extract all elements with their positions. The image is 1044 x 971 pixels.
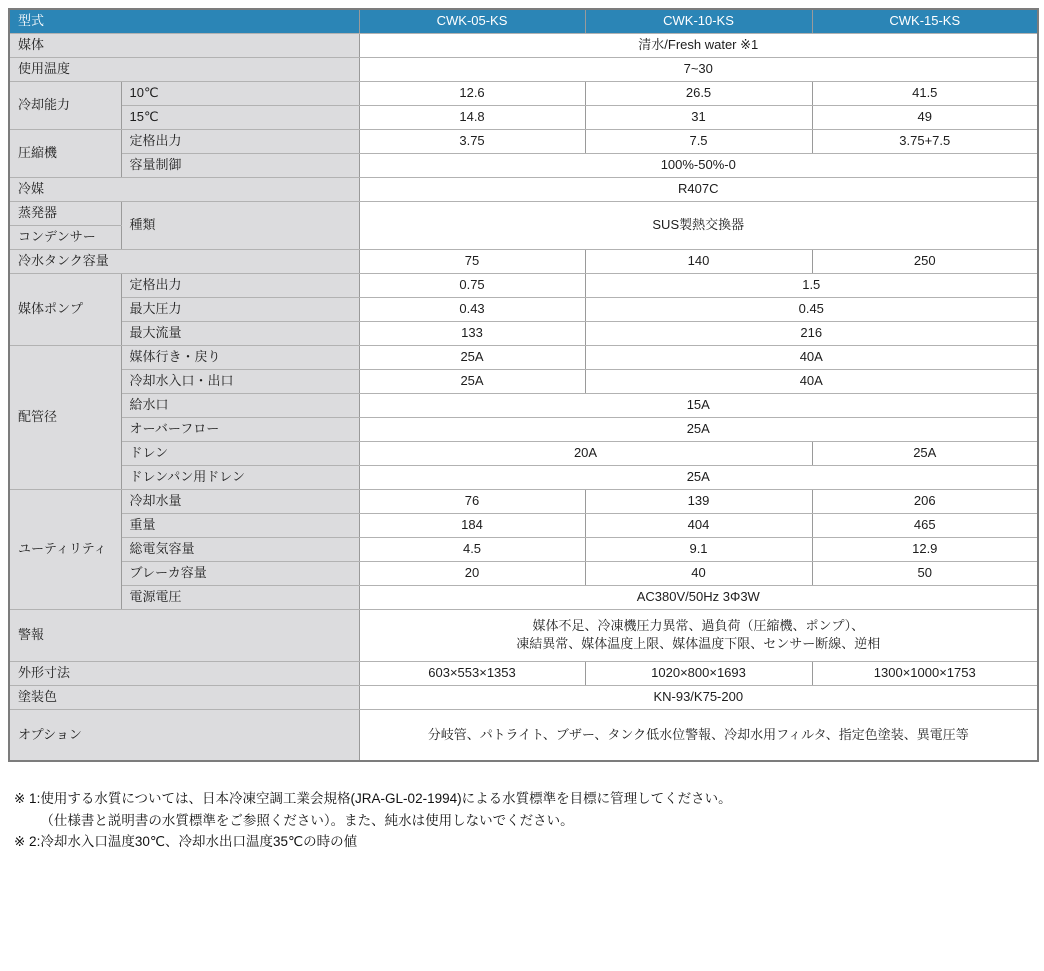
column-header-cwk-10-ks: CWK-10-KS (585, 9, 812, 33)
spec-value-cell: 40A (585, 369, 1038, 393)
spec-value-cell: 49 (812, 105, 1038, 129)
table-row (9, 177, 1038, 201)
spec-value-cell: 1.5 (585, 273, 1038, 297)
table-row (9, 661, 1038, 685)
spec-value-cell: 7~30 (359, 57, 1038, 81)
spec-value-cell: 25A (359, 345, 585, 369)
table-row (9, 153, 1038, 177)
footnotes (8, 788, 1037, 853)
spec-value-cell: 15A (359, 393, 1038, 417)
spec-value-cell: 0.75 (359, 273, 585, 297)
spec-value-cell: 3.75 (359, 129, 585, 153)
spec-sublabel-cell: 容量制御 (121, 153, 359, 177)
table-row (9, 33, 1038, 57)
spec-value-cell: 25A (359, 417, 1038, 441)
spec-value-cell: 1300×1000×1753 (812, 661, 1038, 685)
spec-sublabel-cell: 最大流量 (121, 321, 359, 345)
spec-value-cell: 20A (359, 441, 812, 465)
table-row (9, 345, 1038, 369)
spec-label-cell: 圧縮機 (9, 129, 121, 177)
spec-label-cell: 配管径 (9, 345, 121, 489)
spec-value-cell: 139 (585, 489, 812, 513)
column-header-model-label: 型式 (9, 9, 359, 33)
spec-label-cell: 冷媒 (9, 177, 359, 201)
footnote-text (40, 788, 1037, 831)
spec-label-cell: 蒸発器 (9, 201, 121, 225)
spec-value-cell: 76 (359, 489, 585, 513)
table-row (9, 369, 1038, 393)
spec-value-cell: 50 (812, 561, 1038, 585)
spec-value-cell: 4.5 (359, 537, 585, 561)
spec-value-cell: 31 (585, 105, 812, 129)
table-row (9, 9, 1038, 33)
spec-value-cell: 3.75+7.5 (812, 129, 1038, 153)
spec-label-cell: 警報 (9, 609, 359, 661)
spec-label-cell: 冷水タンク容量 (9, 249, 359, 273)
spec-label-cell: 媒体 (9, 33, 359, 57)
spec-value-cell: KN-93/K75-200 (359, 685, 1038, 709)
spec-value-cell: 14.8 (359, 105, 585, 129)
spec-value-cell: 465 (812, 513, 1038, 537)
spec-value-cell: 216 (585, 321, 1038, 345)
spec-value-cell: 133 (359, 321, 585, 345)
footnote-text (40, 831, 1037, 853)
spec-label-cell: 外形寸法 (9, 661, 359, 685)
spec-value-cell: 20 (359, 561, 585, 585)
spec-label-cell: 冷却能力 (9, 81, 121, 129)
spec-value-cell: AC380V/50Hz 3Φ3W (359, 585, 1038, 609)
spec-label-cell: オプション (9, 709, 359, 761)
spec-sublabel-cell: 定格出力 (121, 273, 359, 297)
spec-sublabel-cell: オーバーフロー (121, 417, 359, 441)
spec-sublabel-cell: 冷却水入口・出口 (121, 369, 359, 393)
spec-value-cell: 603×553×1353 (359, 661, 585, 685)
spec-label-cell: ユーティリティ (9, 489, 121, 609)
table-row (9, 105, 1038, 129)
spec-sublabel-cell: 重量 (121, 513, 359, 537)
footnote (14, 831, 1037, 853)
footnote-marker: ※ 2: (14, 834, 41, 850)
table-row (9, 585, 1038, 609)
spec-value-cell: 清水/Fresh water ※1 (359, 33, 1038, 57)
spec-value-cell: 75 (359, 249, 585, 273)
table-row (9, 465, 1038, 489)
spec-sublabel-cell: 定格出力 (121, 129, 359, 153)
spec-table-body (9, 9, 1038, 761)
table-row (9, 489, 1038, 513)
table-row (9, 561, 1038, 585)
footnote-line: 冷却水入口温度30℃、冷却水出口温度35℃の時の値 (40, 834, 358, 850)
table-row (9, 417, 1038, 441)
spec-sublabel-cell: 総電気容量 (121, 537, 359, 561)
spec-value-cell: 41.5 (812, 81, 1038, 105)
footnote-line: 使用する水質については、日本冷凍空調工業会規格(JRA-GL-02-1994)による水質標準を目標に管理してください。 (40, 791, 732, 806)
spec-value-cell: 分岐管、パトライト、ブザー、タンク低水位警報、冷却水用フィルタ、指定色塗装、異電圧等 (359, 709, 1038, 761)
spec-value-cell: 媒体不足、冷凍機圧力異常、過負荷（圧縮機、ポンプ）、 凍結異常、媒体温度上限、媒体温度下限、センサー断線、逆相 (359, 609, 1038, 661)
footnote-marker: ※ 1: (14, 791, 41, 806)
spec-value-cell: 12.6 (359, 81, 585, 105)
table-row (9, 321, 1038, 345)
spec-value-cell: 40 (585, 561, 812, 585)
spec-label-cell: コンデンサー (9, 225, 121, 249)
spec-value-cell: R407C (359, 177, 1038, 201)
spec-sublabel-cell: ブレーカ容量 (121, 561, 359, 585)
table-row (9, 297, 1038, 321)
spec-value-cell: 0.43 (359, 297, 585, 321)
spec-sublabel-cell: ドレンパン用ドレン (121, 465, 359, 489)
spec-sublabel-cell: 最大圧力 (121, 297, 359, 321)
spec-value-cell: 12.9 (812, 537, 1038, 561)
spec-sublabel-cell: 種類 (121, 201, 359, 249)
table-row (9, 393, 1038, 417)
spec-value-cell: 184 (359, 513, 585, 537)
spec-label-cell: 塗装色 (9, 685, 359, 709)
spec-value-cell: 9.1 (585, 537, 812, 561)
spec-value-cell: 1020×800×1693 (585, 661, 812, 685)
spec-sublabel-cell: 10℃ (121, 81, 359, 105)
spec-value-cell: 404 (585, 513, 812, 537)
spec-label-cell: 使用温度 (9, 57, 359, 81)
table-row (9, 129, 1038, 153)
spec-value-cell: 100%-50%-0 (359, 153, 1038, 177)
spec-value-cell: 7.5 (585, 129, 812, 153)
spec-value-cell: 26.5 (585, 81, 812, 105)
column-header-cwk-15-ks: CWK-15-KS (812, 9, 1038, 33)
table-row (9, 441, 1038, 465)
column-header-cwk-05-ks: CWK-05-KS (359, 9, 585, 33)
table-row (9, 609, 1038, 661)
table-row (9, 273, 1038, 297)
footnote (14, 788, 1037, 831)
table-row (9, 537, 1038, 561)
spec-sublabel-cell: ドレン (121, 441, 359, 465)
spec-value-cell: 25A (359, 369, 585, 393)
spec-value-cell: 140 (585, 249, 812, 273)
spec-sublabel-cell: 冷却水量 (121, 489, 359, 513)
spec-value-cell: 250 (812, 249, 1038, 273)
spec-label-cell: 媒体ポンプ (9, 273, 121, 345)
spec-value-cell: 0.45 (585, 297, 1038, 321)
table-row (9, 81, 1038, 105)
table-row (9, 709, 1038, 761)
spec-value-cell: 25A (359, 465, 1038, 489)
spec-value-cell: 25A (812, 441, 1038, 465)
spec-value-cell: SUS製熱交換器 (359, 201, 1038, 249)
spec-sublabel-cell: 15℃ (121, 105, 359, 129)
table-row (9, 685, 1038, 709)
table-row (9, 249, 1038, 273)
table-row (9, 201, 1038, 225)
table-row (9, 513, 1038, 537)
spec-value-cell: 40A (585, 345, 1038, 369)
table-row (9, 57, 1038, 81)
spec-sublabel-cell: 電源電圧 (121, 585, 359, 609)
footnote-line: （仕様書と説明書の水質標準をご参照ください）。また、純水は使用しないでください。 (40, 812, 574, 828)
spec-table (8, 8, 1039, 762)
spec-sublabel-cell: 媒体行き・戻り (121, 345, 359, 369)
spec-value-cell: 206 (812, 489, 1038, 513)
spec-sublabel-cell: 給水口 (121, 393, 359, 417)
